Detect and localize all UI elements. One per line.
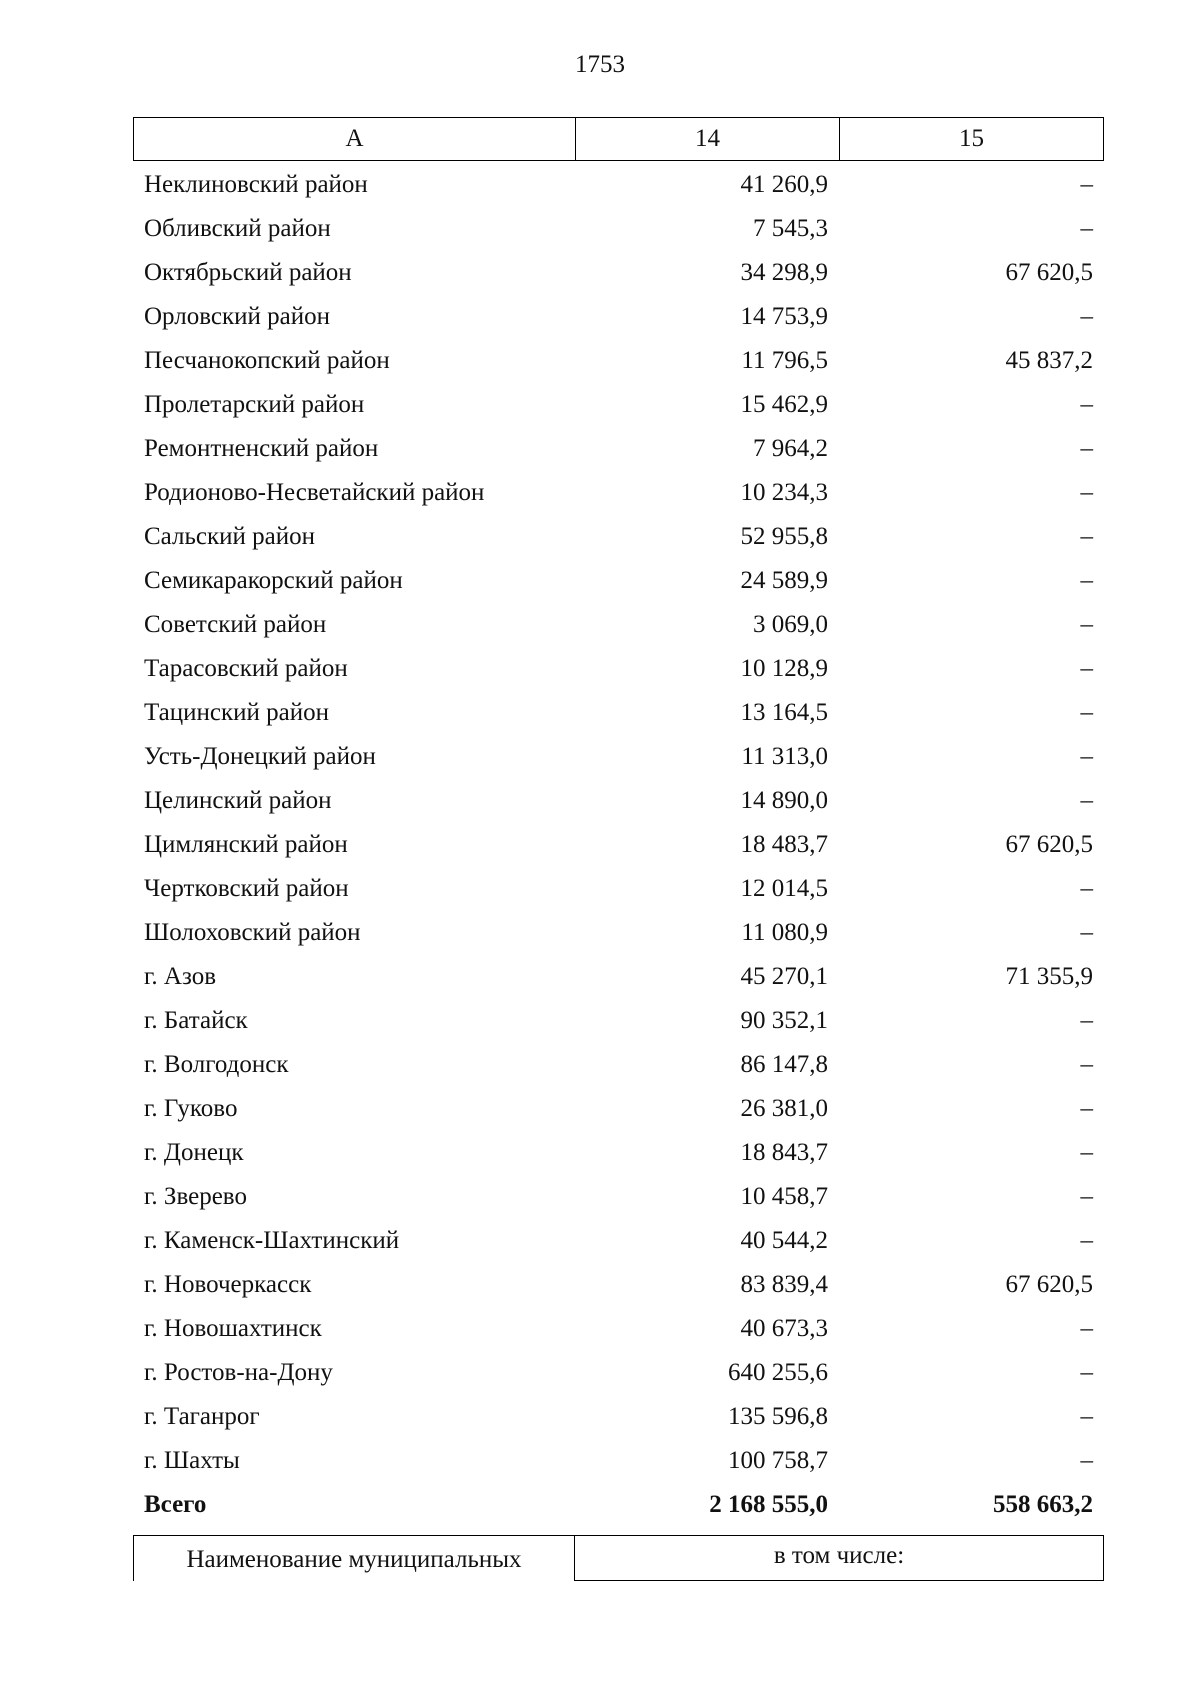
total-value-14: 2 168 555,0 <box>709 1491 828 1518</box>
table-row <box>133 999 1104 1043</box>
table-row <box>133 559 1104 603</box>
value-col-14: 90 352,1 <box>740 1007 828 1034</box>
municipality-name: Родионово-Несветайский район <box>144 479 485 506</box>
value-col-14: 100 758,7 <box>728 1447 828 1474</box>
table-row <box>133 1395 1104 1439</box>
header-col-15: 15 <box>959 125 984 152</box>
municipality-name: г. Каменск-Шахтинский <box>144 1227 400 1254</box>
municipality-name: Песчанокопский район <box>144 347 390 374</box>
municipality-name: г. Волгодонск <box>144 1051 289 1078</box>
municipality-name: Пролетарский район <box>144 391 365 418</box>
table-row <box>133 427 1104 471</box>
total-label: Всего <box>144 1491 207 1518</box>
value-col-14: 86 147,8 <box>740 1051 828 1078</box>
including-header: в том числе: <box>575 1535 1104 1581</box>
value-col-15: 67 620,5 <box>1005 1271 1093 1298</box>
table-row <box>133 823 1104 867</box>
municipality-name: Целинский район <box>144 787 332 814</box>
table-row <box>133 1263 1104 1307</box>
value-col-15: 67 620,5 <box>1005 831 1093 858</box>
value-col-14: 41 260,9 <box>740 171 828 198</box>
value-col-15: – <box>1080 1359 1093 1386</box>
municipality-name: Ремонтненский район <box>144 435 379 462</box>
value-col-14: 11 080,9 <box>741 919 828 946</box>
table-row <box>133 1087 1104 1131</box>
municipality-name: Цимлянский район <box>144 831 348 858</box>
municipality-name: Сальский район <box>144 523 315 550</box>
value-col-15: – <box>1080 655 1093 682</box>
continuation-header <box>133 1535 1104 1581</box>
value-col-14: 10 458,7 <box>740 1183 828 1210</box>
value-col-14: 7 545,3 <box>753 215 828 242</box>
municipality-name: Орловский район <box>144 303 330 330</box>
value-col-15: – <box>1080 479 1093 506</box>
total-row <box>133 1483 1104 1527</box>
table-row <box>133 339 1104 383</box>
value-col-15: – <box>1080 611 1093 638</box>
table-row <box>133 779 1104 823</box>
value-col-15: 71 355,9 <box>1005 963 1093 990</box>
value-col-14: 45 270,1 <box>740 963 828 990</box>
table-row <box>133 207 1104 251</box>
table-row <box>133 383 1104 427</box>
table-row <box>133 163 1104 207</box>
municipality-name: г. Гуково <box>144 1095 238 1122</box>
table-row <box>133 647 1104 691</box>
value-col-14: 52 955,8 <box>740 523 828 550</box>
municipality-name: Тацинский район <box>144 699 329 726</box>
value-col-14: 13 164,5 <box>740 699 828 726</box>
municipality-name: Тарасовский район <box>144 655 348 682</box>
value-col-15: – <box>1080 875 1093 902</box>
municipality-name: г. Азов <box>144 963 217 990</box>
table-row <box>133 735 1104 779</box>
municipality-name: Усть-Донецкий район <box>144 743 376 770</box>
municipality-name: г. Донецк <box>144 1139 244 1166</box>
value-col-14: 34 298,9 <box>740 259 828 286</box>
municipality-name: г. Таганрог <box>144 1403 260 1430</box>
table-row <box>133 1043 1104 1087</box>
value-col-14: 15 462,9 <box>740 391 828 418</box>
value-col-14: 18 843,7 <box>740 1139 828 1166</box>
header-col-a: А <box>134 118 576 160</box>
value-col-15: – <box>1080 523 1093 550</box>
table-row <box>133 1219 1104 1263</box>
value-col-14: 11 796,5 <box>741 347 828 374</box>
municipality-name: Советский район <box>144 611 327 638</box>
value-col-14: 40 673,3 <box>740 1315 828 1342</box>
value-col-15: – <box>1080 171 1093 198</box>
municipality-name: г. Новошахтинск <box>144 1315 322 1342</box>
value-col-15: – <box>1080 215 1093 242</box>
value-col-15: – <box>1080 1183 1093 1210</box>
table-row <box>133 471 1104 515</box>
value-col-15: – <box>1080 1315 1093 1342</box>
table-row <box>133 515 1104 559</box>
value-col-15: – <box>1080 303 1093 330</box>
value-col-15: – <box>1080 435 1093 462</box>
table-row <box>133 603 1104 647</box>
value-col-14: 14 753,9 <box>740 303 828 330</box>
municipal-name-header: Наименование муниципальных <box>133 1535 575 1581</box>
municipality-name: Семикаракорский район <box>144 567 403 594</box>
value-col-14: 12 014,5 <box>740 875 828 902</box>
table-row <box>133 1439 1104 1483</box>
value-col-15: – <box>1080 1227 1093 1254</box>
municipality-name: г. Зверево <box>144 1183 247 1210</box>
value-col-15: – <box>1080 1095 1093 1122</box>
table-row <box>133 955 1104 999</box>
value-col-15: – <box>1080 1007 1093 1034</box>
value-col-14: 10 234,3 <box>740 479 828 506</box>
header-col-14: 14 <box>576 118 840 160</box>
table-row <box>133 911 1104 955</box>
value-col-15: – <box>1080 1051 1093 1078</box>
value-col-15: – <box>1080 699 1093 726</box>
value-col-15: 67 620,5 <box>1005 259 1093 286</box>
table-row <box>133 867 1104 911</box>
value-col-15: – <box>1080 1139 1093 1166</box>
value-col-14: 135 596,8 <box>728 1403 828 1430</box>
total-value-15: 558 663,2 <box>993 1491 1093 1518</box>
table-row <box>133 1131 1104 1175</box>
value-col-15: – <box>1080 391 1093 418</box>
municipality-name: Чертковский район <box>144 875 349 902</box>
municipality-name: Обливский район <box>144 215 331 242</box>
value-col-14: 14 890,0 <box>740 787 828 814</box>
municipality-name: г. Батайск <box>144 1007 248 1034</box>
value-col-14: 7 964,2 <box>753 435 828 462</box>
municipality-name: Неклиновский район <box>144 171 368 198</box>
value-col-15: – <box>1080 787 1093 814</box>
value-col-15: 45 837,2 <box>1005 347 1093 374</box>
table-header <box>133 117 1104 161</box>
table-row <box>133 295 1104 339</box>
municipality-name: Октябрьский район <box>144 259 352 286</box>
value-col-14: 11 313,0 <box>741 743 828 770</box>
table-row <box>133 1351 1104 1395</box>
value-col-14: 10 128,9 <box>740 655 828 682</box>
value-col-14: 24 589,9 <box>740 567 828 594</box>
value-col-15: – <box>1080 567 1093 594</box>
value-col-14: 3 069,0 <box>753 611 828 638</box>
value-col-14: 83 839,4 <box>740 1271 828 1298</box>
table-row <box>133 251 1104 295</box>
value-col-14: 640 255,6 <box>728 1359 828 1386</box>
value-col-15: – <box>1080 919 1093 946</box>
value-col-15: – <box>1080 1403 1093 1430</box>
municipality-name: Шолоховский район <box>144 919 361 946</box>
value-col-14: 26 381,0 <box>740 1095 828 1122</box>
municipality-name: г. Ростов-на-Дону <box>144 1359 333 1386</box>
table-row <box>133 691 1104 735</box>
municipality-name: г. Шахты <box>144 1447 240 1474</box>
value-col-14: 18 483,7 <box>740 831 828 858</box>
value-col-15: – <box>1080 1447 1093 1474</box>
table-body <box>133 163 1104 1527</box>
value-col-14: 40 544,2 <box>740 1227 828 1254</box>
page-number: 1753 <box>575 51 625 78</box>
municipality-name: г. Новочеркасск <box>144 1271 312 1298</box>
table-row <box>133 1307 1104 1351</box>
value-col-15: – <box>1080 743 1093 770</box>
table-row <box>133 1175 1104 1219</box>
